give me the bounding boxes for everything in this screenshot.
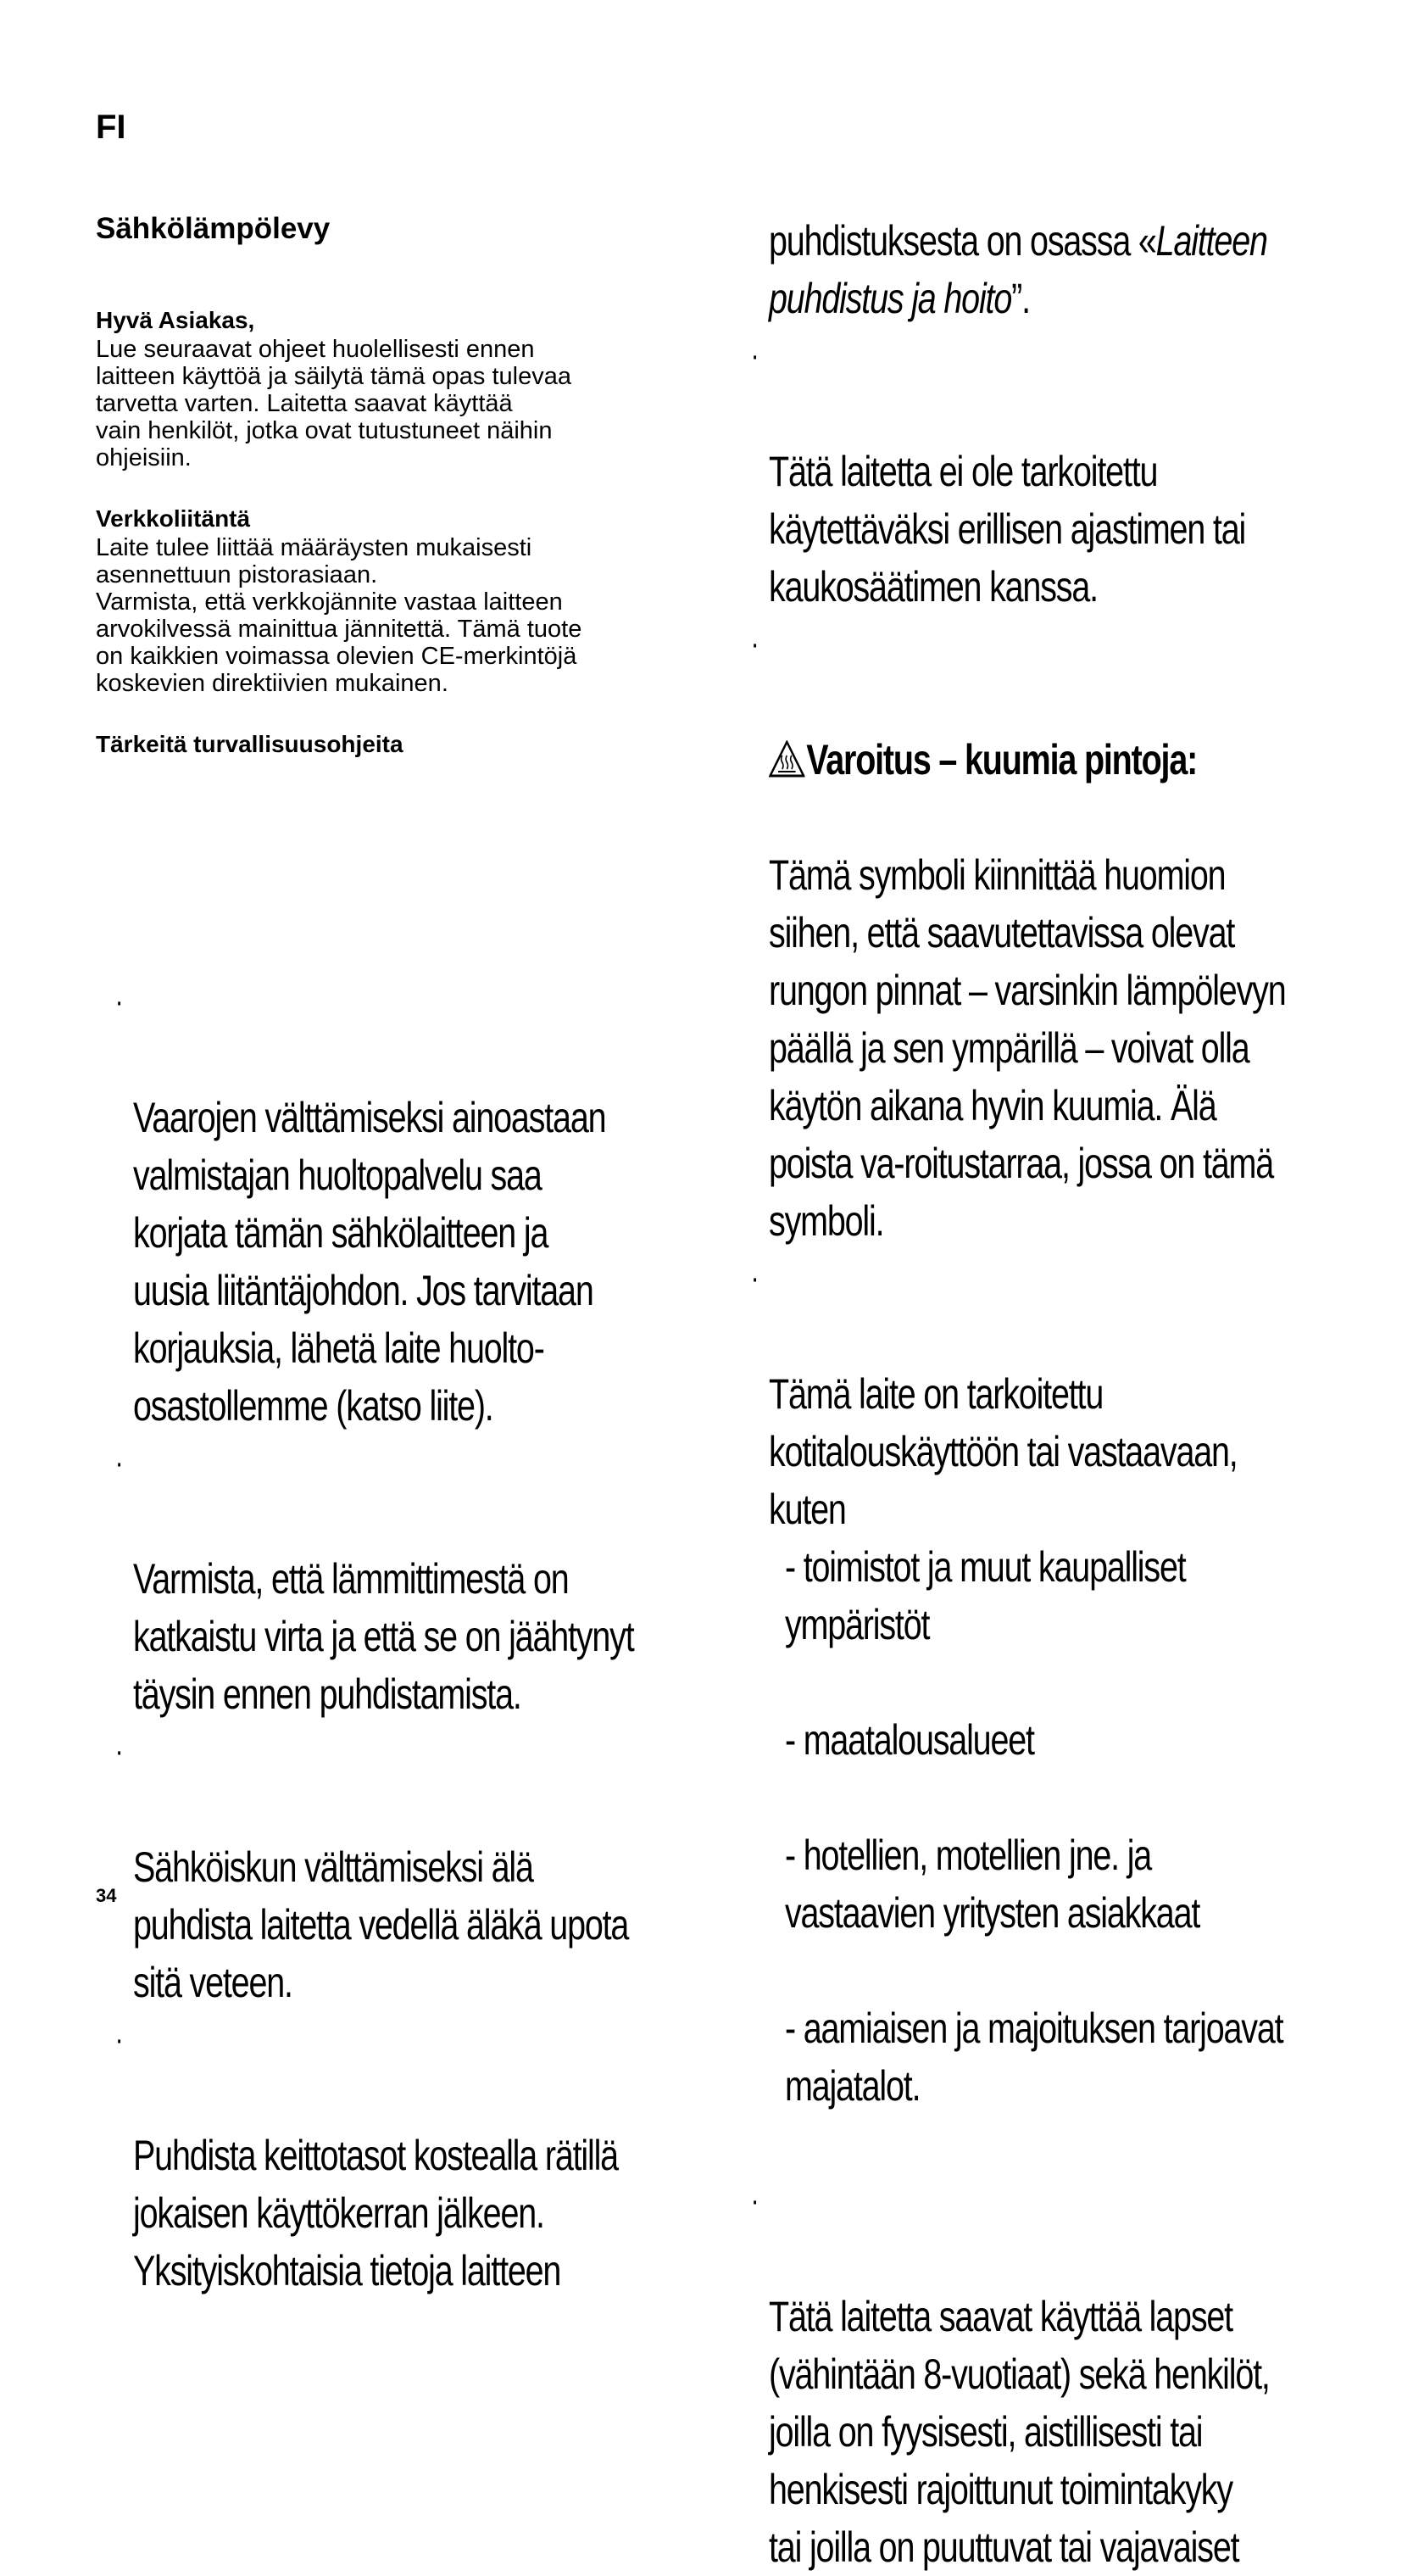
network-section (96, 504, 723, 697)
warning-text: Tämä symboli kiinnittää huomion siihen, että saavutettavissa olevat rungon pinnat – varsinkin lämpölevyn päällä ja sen ympärillä – voivat olla käytön aikana hyvin kuumia. Älä poista va-roitustarraa, jossa on tämä symboli. (769, 851, 1286, 1245)
left-column (96, 212, 723, 760)
network-text: Laite tulee liittää määräysten mukaisesti asennettuun pistorasiaan. Varmista, että verkkojännite vastaa laitteen arvokilvessä mainittua jännitettä. Tämä tuote on kaikkien voimassa olevien CE-merkintöjä koskevien direktiivien mukainen. (96, 534, 582, 697)
bullet-dot: · (114, 2022, 123, 2058)
household-subitem: - toimistot ja muut kaupalliset ympäristöt (784, 1543, 1186, 1648)
bullet-dot: · (114, 1446, 123, 1481)
safety-item-clean (114, 2011, 789, 2300)
warning-title: Varoitus – kuumia pintoja: (806, 736, 1198, 783)
household-subitem: - hotellien, motellien jne. ja vastaavien yritysten asiakkaat (784, 1832, 1200, 1937)
bullet-dot: · (750, 338, 759, 374)
safety-heading: Tärkeitä turvallisuusohjeita (96, 731, 403, 757)
safety-item-repair (114, 973, 789, 1435)
safety-item-text: Puhdista keittotasot kostealla rätillä jokaisen käyttökerran jälkeen. Yksityiskohtaisia tietoja laitteen (133, 2132, 618, 2294)
intro-section (96, 305, 723, 471)
page-title: Sähkölämpölevy (96, 212, 331, 245)
safety-item-timer (750, 327, 1399, 616)
safety-item-household (750, 1250, 1399, 2172)
bullet-dot: · (114, 1734, 123, 1770)
safety-item-children (750, 2172, 1399, 2576)
page-number: 34 (96, 1885, 117, 1906)
bullet-dot: · (750, 627, 759, 662)
safety-item-disconnect (114, 1435, 789, 1723)
household-subitem: - aamiaisen ja majoituksen tarjoavat majatalot. (784, 2004, 1283, 2110)
language-code: FI (96, 109, 126, 146)
intro-heading: Hyvä Asiakas, (96, 307, 255, 333)
bullet-dot: · (114, 984, 123, 1020)
hot-surface-warning-icon (769, 740, 805, 778)
household-text: Tämä laite on tarkoitettu kotitalouskäyttöön tai vastaavaan, kuten (769, 1370, 1238, 1533)
safety-item-hot-surface (750, 616, 1399, 1250)
continuation-italic: Laitteen puhdistus ja hoito (769, 217, 1267, 322)
bullet-dot: · (750, 2183, 759, 2219)
safety-item-no-water (114, 1723, 789, 2011)
safety-list-left (114, 973, 789, 2300)
continuation-text: puhdistuksesta on osassa « (769, 217, 1156, 265)
continuation-end: ”. (1011, 275, 1030, 322)
network-heading: Verkkoliitäntä (96, 505, 251, 532)
safety-item-text: Varmista, että lämmittimestä on katkaistu virta ja että se on jäähtynyt täysin ennen puhdistamista. (133, 1555, 634, 1718)
intro-text: Lue seuraavat ohjeet huolellisesti ennen laitteen käyttöä ja säilytä tämä opas tulevaa tarvetta varten. Laitetta saavat käyttää vain henkilöt, jotka ovat tutustuneet näihin ohjeisiin. (96, 336, 571, 471)
safety-item-text: Sähköiskun välttämiseksi älä puhdista laitetta vedellä äläkä upota sitä veteen. (133, 1843, 629, 2006)
safety-item-text: Tätä laitetta ei ole tarkoitettu käytettäväksi erillisen ajastimen tai kaukosäätimen kanssa. (769, 448, 1246, 611)
cleaning-continuation (769, 212, 1399, 327)
bullet-dot: · (750, 1261, 759, 1296)
household-subitem: - maatalousalueet (784, 1716, 1034, 1764)
right-column (750, 212, 1399, 2576)
safety-item-text: Vaarojen välttämiseksi ainoastaan valmistajan huoltopalvelu saa korjata tämän sähkölaitteen ja uusia liitäntäjohdon. Jos tarvitaan korjauksia, lähetä laite huolto- osastollemme (katso liite). (133, 1094, 606, 1430)
warning-title-line (769, 731, 1399, 789)
safety-item-text: Tätä laitetta saavat käyttää lapset (vähintään 8-vuotiaat) sekä henkilöt, joilla on fyysisesti, aistillisesti tai henkisesti rajoittunut toimintakyky tai joilla on puuttuvat tai vajavaiset (769, 2293, 1270, 2571)
